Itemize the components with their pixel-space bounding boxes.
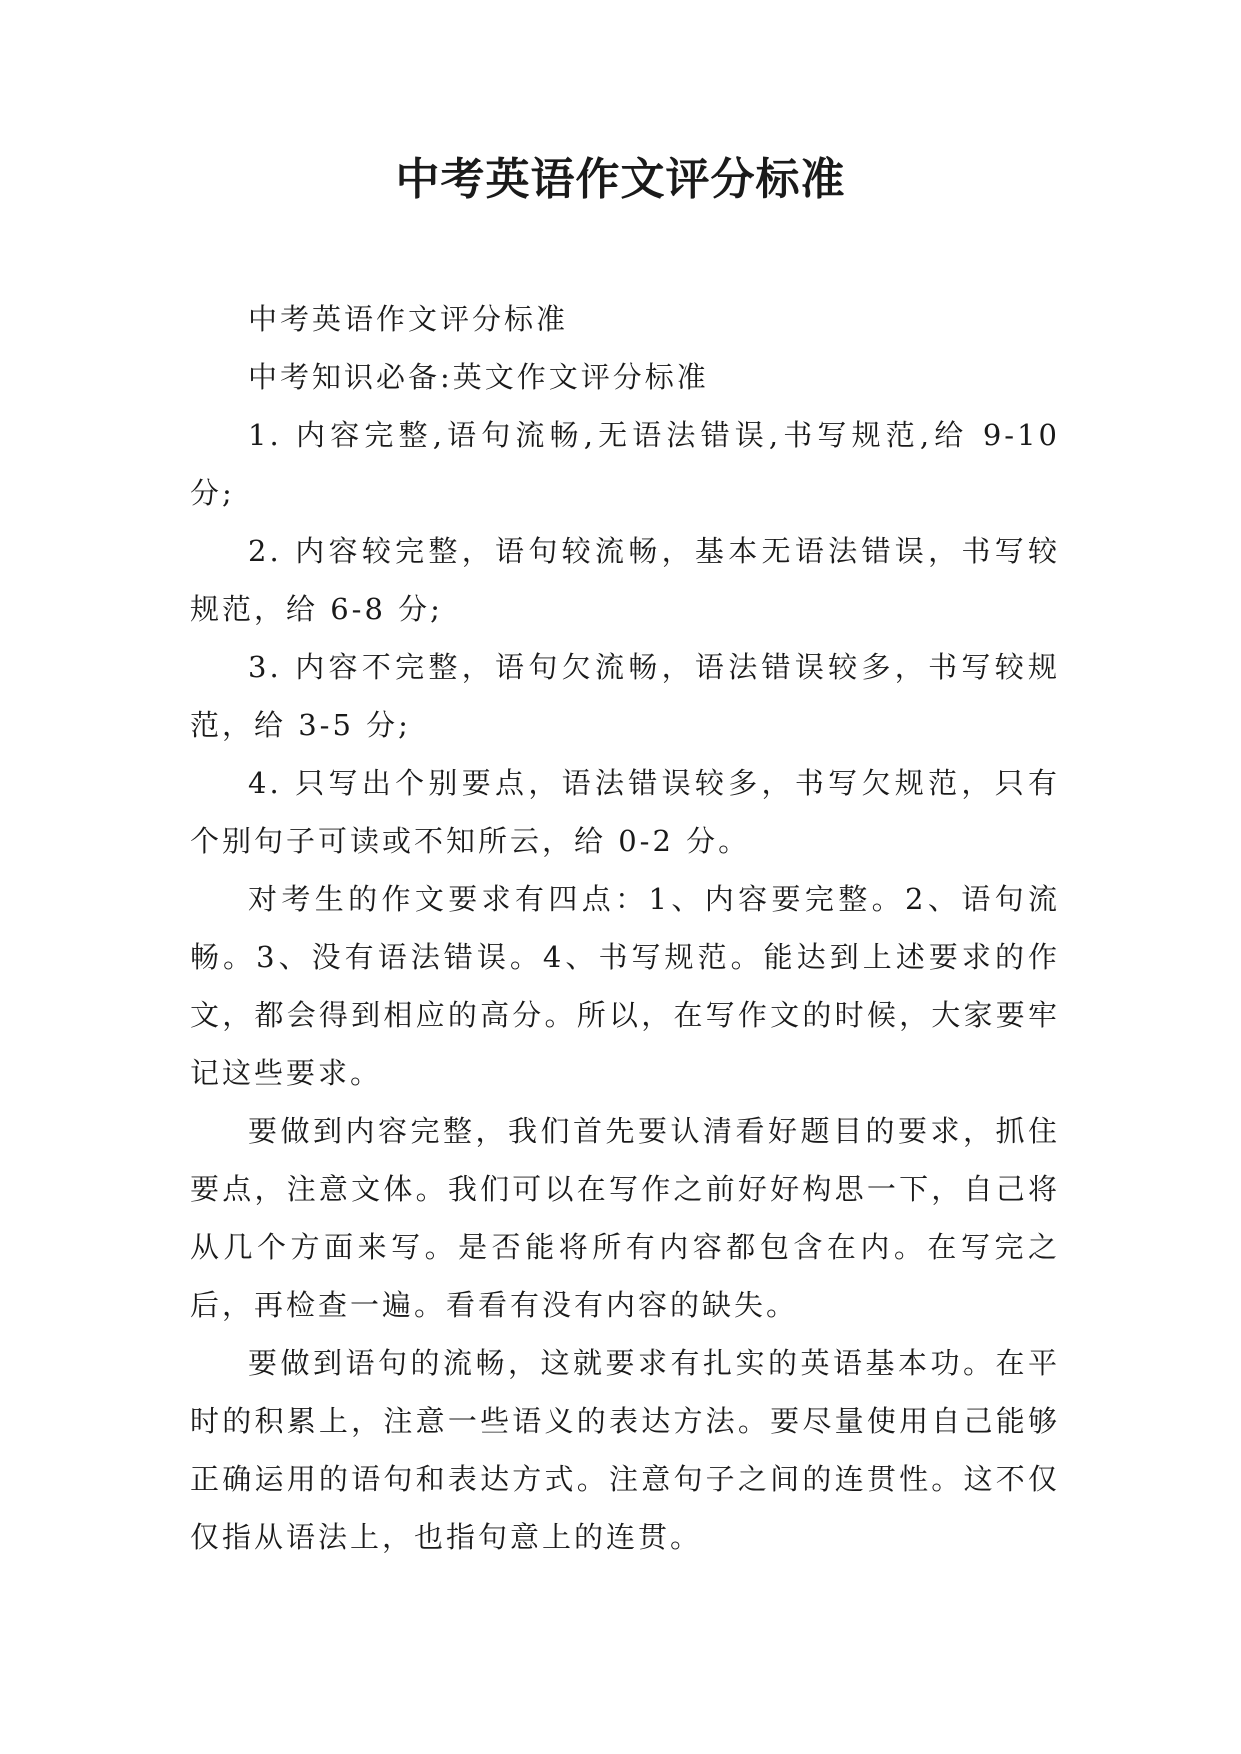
document-body bbox=[190, 290, 1060, 1566]
paragraph-intro: 中考知识必备:英文作文评分标准 bbox=[248, 360, 709, 394]
paragraph-sentence-fluency: 要做到语句的流畅，这就要求有扎实的英语基本功。在平时的积累上，注意一些语义的表达方法。要尽量使用自己能够正确运用的语句和表达方式。注意句子之间的连贯性。这不仅仅指从语法上，也指句意上的连贯。 bbox=[190, 1346, 1060, 1554]
paragraph-requirements: 对考生的作文要求有四点：1、内容要完整。2、语句流畅。3、没有语法错误。4、书写规范。能达到上述要求的作文，都会得到相应的高分。所以，在写作文的时候，大家要牢记这些要求。 bbox=[190, 882, 1060, 1090]
document-title: 中考英语作文评分标准 bbox=[395, 154, 846, 205]
paragraph-criterion-2: 2. 内容较完整，语句较流畅，基本无语法错误，书写较规范，给 6-8 分; bbox=[190, 534, 1060, 626]
paragraph-criterion-1: 1. 内容完整,语句流畅,无语法错误,书写规范,给 9-10 分; bbox=[190, 418, 1060, 510]
paragraph-content-completeness: 要做到内容完整，我们首先要认清看好题目的要求，抓住要点，注意文体。我们可以在写作之前好好构思一下，自己将从几个方面来写。是否能将所有内容都包含在内。在写完之后，再检查一遍。看看有没有内容的缺失。 bbox=[190, 1114, 1060, 1322]
paragraph-criterion-3: 3. 内容不完整，语句欠流畅，语法错误较多，书写较规范，给 3-5 分; bbox=[190, 650, 1060, 742]
paragraph-criterion-4: 4. 只写出个别要点，语法错误较多，书写欠规范，只有个别句子可读或不知所云，给 0-2 分。 bbox=[190, 766, 1060, 858]
paragraph-subtitle: 中考英语作文评分标准 bbox=[248, 302, 569, 336]
